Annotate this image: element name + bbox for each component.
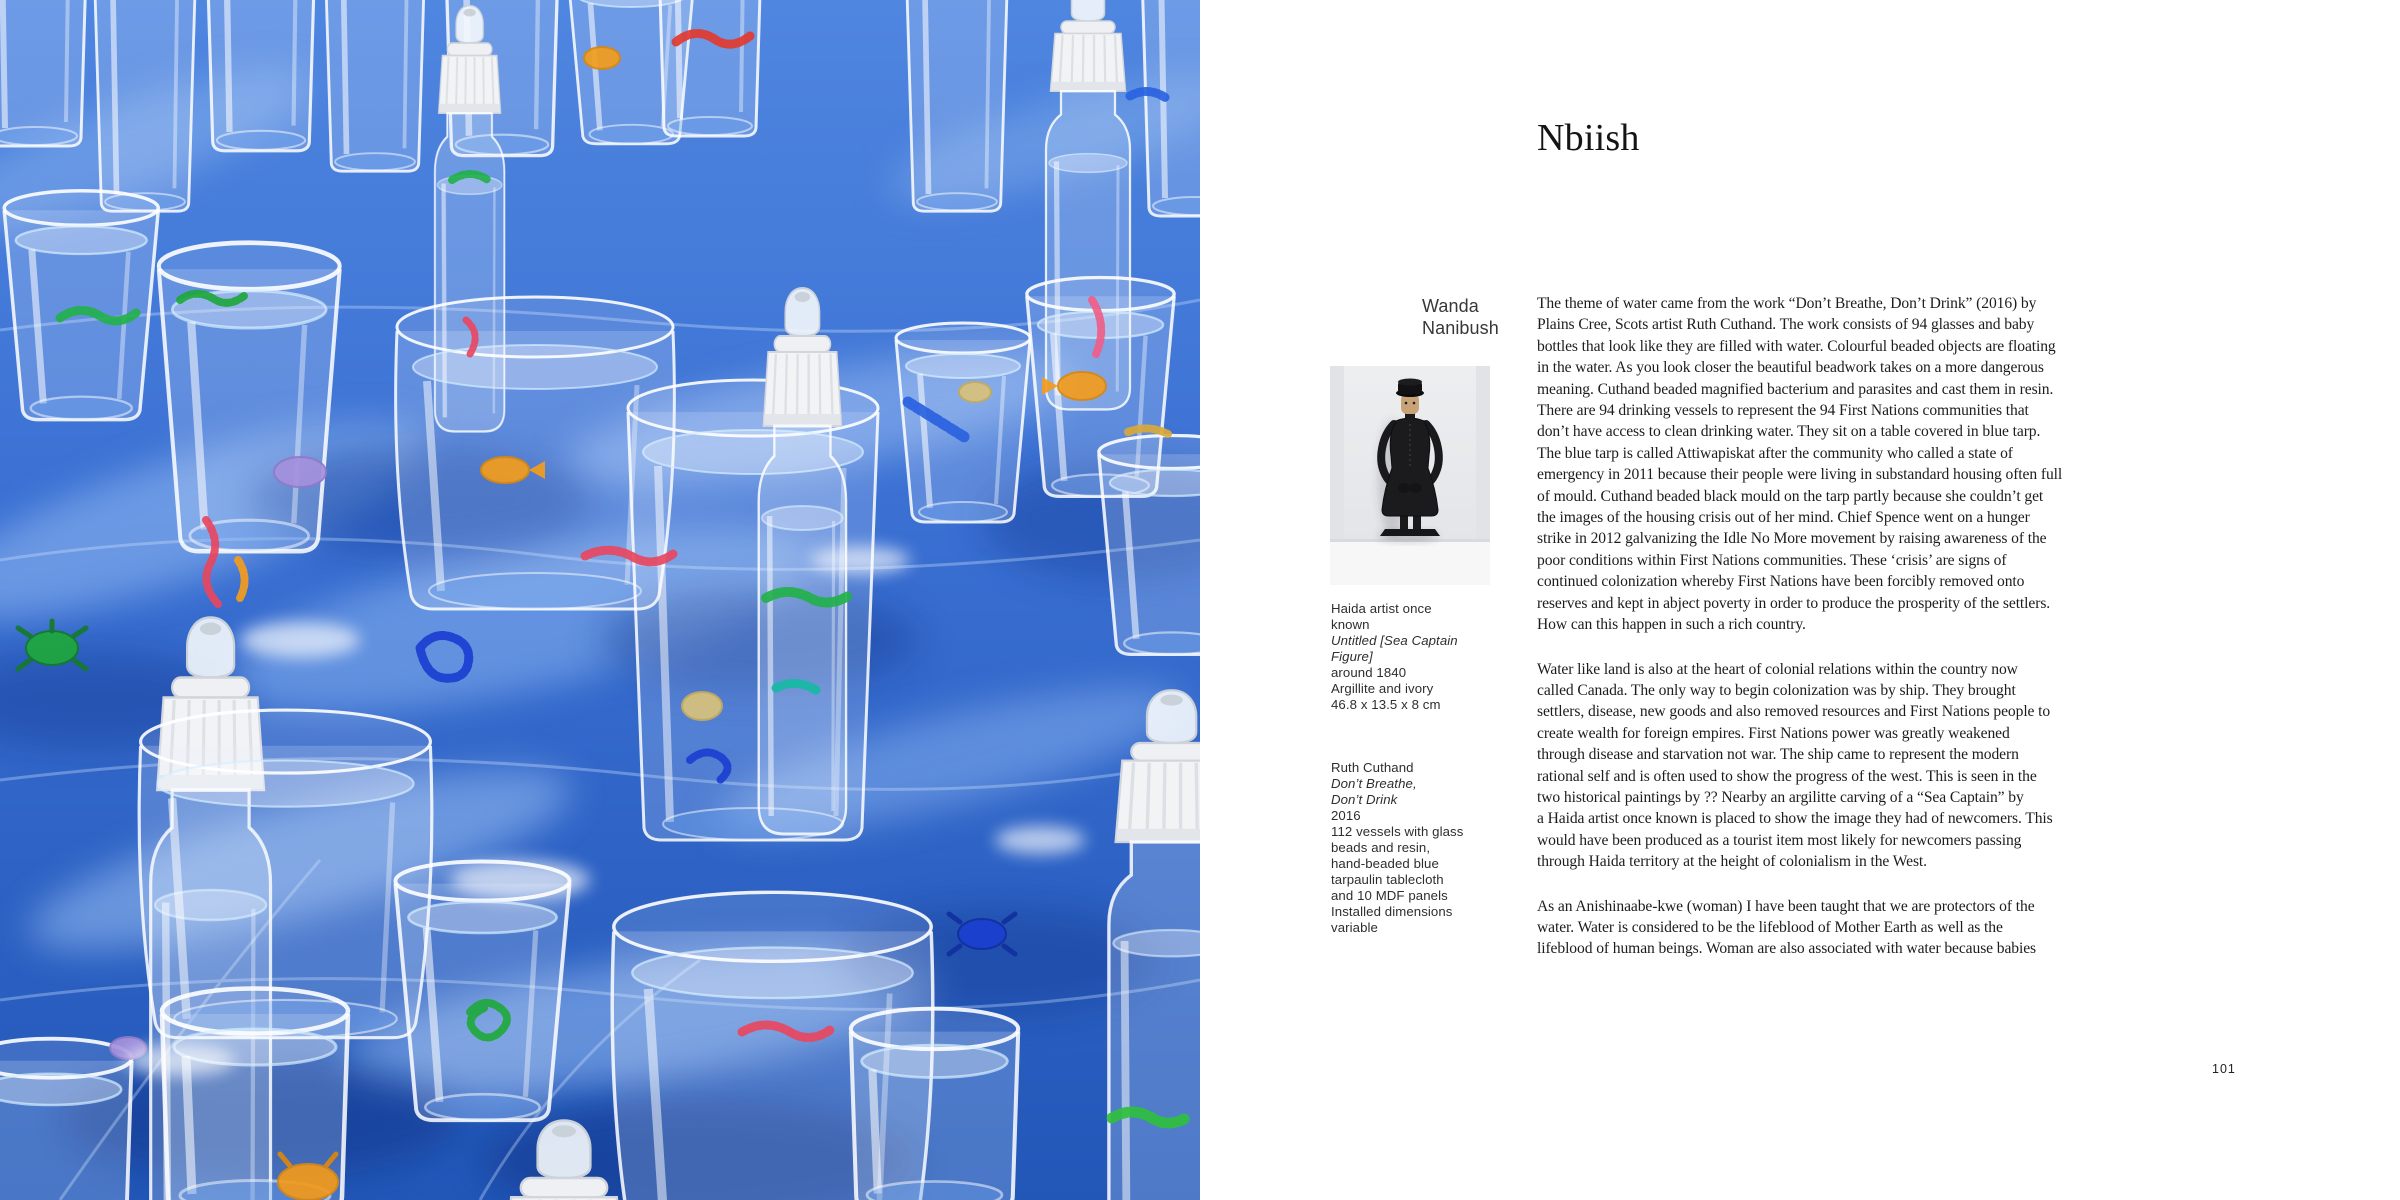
body-text-column	[1537, 293, 2149, 983]
body-paragraph: Water like land is also at the heart of colonial relations within the country now called Canada. The only way to begin colonization was by ship. They brought settlers, disease, new goods and also removed resources and First Nations people to create wealth for foreign empires. First Nations power was greatly weakened through disease and starvation not war. The ship came to represent the modern rational self and is often used to show the progress of the west. This is seen in the two historical paintings by ?? Nearby an argilitte carving of a “Sea Captain” by a Haida artist once known is placed to show the image they had of newcomers. This would have been produced as a tourist item most likely for newcomers passing through Haida territory at the height of colonialism in the West.	[1537, 660, 2053, 871]
body-paragraph: As an Anishinaabe-kwe (woman) I have been taught that we are protectors of the water. Water is considered to be the lifeblood of Mother Earth as well as the lifeblood of human beings. Woman are also associated with water because babies	[1537, 897, 2037, 958]
artwork-caption-sea-captain: Haida artist once known Untitled [Sea Captain Figure] around 1840 Argillite and ivory 46.8 x 13.5 x 8 cm	[1331, 601, 1458, 712]
sea-captain-figure-illustration	[1330, 366, 1490, 585]
page-number: 101	[2212, 1062, 2236, 1076]
page-title: Nbiish	[1537, 117, 1640, 159]
book-page	[1200, 0, 2400, 1200]
artwork-caption-dont-breathe: Ruth Cuthand Don’t Breathe, Don’t Drink 2016 112 vessels with glass beads and resin, hand-beaded blue tarpaulin tablecloth and 10 MDF panels Installed dimensions variable	[1331, 760, 1464, 935]
body-paragraph: The theme of water came from the work “Don’t Breathe, Don’t Drink” (2016) by Plains Cree, Scots artist Ruth Cuthand. The work consists of 94 glasses and baby bottles that look like they are filled with water. Colourful beaded objects are floating in the water. As you look closer the beautiful beadwork takes on a more dangerous meaning. Cuthand beaded magnified bacterium and parasites and cast them in resin. There are 94 drinking vessels to represent the 94 First Nations communities that don’t have access to clean drinking water. They sit on a table covered in blue tarp. The blue tarp is called Attiwapiskat after the community who called a state of emergency in 2011 because their people were living in substandard housing often full of mould. Cuthand beaded black mould on the tarp partly because she couldn’t get the images of the housing crisis out of her mind. Chief Spence went on a hunger strike in 2012 galvanizing the Idle No More movement by raising awareness of the poor conditions within First Nations communities. These ‘crisis’ are signs of continued colonization whereby First Nations have been forcibly removed onto reserves and kept in abject poverty in order to produce the prosperity of the settlers. How can this happen in such a rich country.	[1537, 295, 2063, 634]
author-name: Wanda Nanibush	[1422, 296, 1499, 338]
sea-captain-figure-photo	[1330, 366, 1490, 585]
